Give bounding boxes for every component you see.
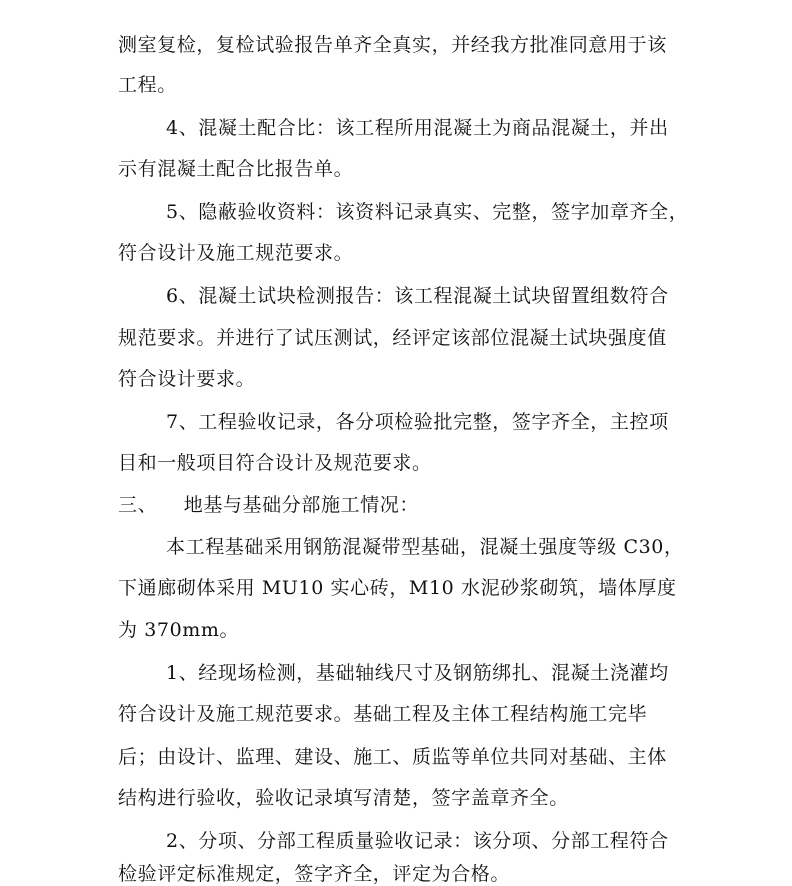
list-item-7: 7、工程验收记录，各分项检验批完整，签字齐全，主控项 — [166, 411, 669, 433]
text-line: 下通廊砌体采用 MU10 实心砖，M10 水泥砂浆砌筑，墙体厚度 — [118, 577, 677, 599]
paragraph-start: 本工程基础采用钢筋混凝带型基础，混凝土强度等级 C30， — [166, 536, 684, 558]
text-line-partial: 检验评定标准规定，签字齐全，评定为合格。 — [118, 863, 511, 885]
text-line: 结构进行验收，验收记录填写清楚，签字盖章齐全。 — [118, 787, 569, 809]
text-line: 为 370mm。 — [118, 619, 240, 641]
list-item-2: 2、分项、分部工程质量验收记录：该分项、分部工程符合 — [166, 830, 669, 852]
text-line: 示有混凝土配合比报告单。 — [118, 158, 354, 180]
text-line: 规范要求。并进行了试压测试，经评定该部位混凝土试块强度值 — [118, 327, 667, 349]
text-line: 测室复检，复检试验报告单齐全真实，并经我方批准同意用于该 — [118, 34, 667, 56]
text-line: 目和一般项目符合设计及规范要求。 — [118, 452, 432, 474]
text-line: 工程。 — [118, 74, 177, 96]
list-item-1: 1、经现场检测，基础轴线尺寸及钢筋绑扎、混凝土浇灌均 — [166, 662, 669, 684]
text-line: 后；由设计、监理、建设、施工、质监等单位共同对基础、主体 — [118, 746, 667, 768]
text-line: 符合设计及施工规范要求。 — [118, 242, 354, 264]
list-item-6: 6、混凝土试块检测报告：该工程混凝土试块留置组数符合 — [166, 285, 669, 307]
section-heading: 三、 地基与基础分部施工情况： — [118, 494, 419, 516]
text-line: 符合设计要求。 — [118, 368, 256, 390]
list-item-5: 5、隐蔽验收资料：该资料记录真实、完整，签字加章齐全， — [166, 201, 689, 223]
text-line: 符合设计及施工规范要求。基础工程及主体工程结构施工完毕 — [118, 703, 648, 725]
list-item-4: 4、混凝土配合比：该工程所用混凝土为商品混凝土，并出 — [166, 117, 669, 139]
